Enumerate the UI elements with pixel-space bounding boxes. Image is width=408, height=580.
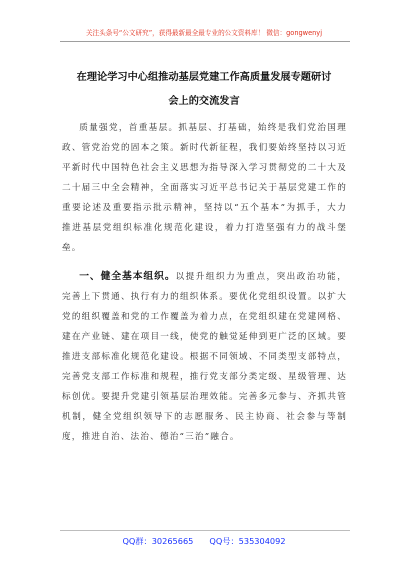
header-banner: 关注头条号“公文研究”，获得最新最全最专业的公文资料库！ 微信：gongwenyj (85, 29, 323, 37)
document-title-line-2: 会上的交流发言 (168, 96, 240, 107)
document-body (62, 118, 347, 447)
footer-qq-number: QQ号：535304092 (209, 536, 286, 546)
section-heading: 一、健全基本组织。 (79, 271, 176, 282)
footer-contact (0, 536, 408, 547)
paragraph-text: 质量强党，首重基层。抓基层、打基础，始终是我们党治国理政、管党治党的固本之策。新时代新征程，我们要始终坚持以习近平新时代中国特色社会主义思想为指导深入学习贯彻党的二十大及二十届三中全会精神，全面落实习近平总书记关于基层党建工作的重要论述及重要指示批示精神，坚持以“五个基本”为抓手，大力推进基层党组织标准化规范化建设，着力打造坚强有力的战斗堡垒。 (62, 123, 347, 253)
paragraph-section-1 (62, 267, 347, 447)
paragraph-intro (62, 118, 347, 258)
header-divider (60, 41, 350, 42)
footer-divider (60, 530, 350, 531)
footer-qq-group: QQ群：30265665 (122, 536, 194, 546)
paragraph-text: 以提升组织力为重点，突出政治功能，完善上下贯通、执行有力的组织体系。要优化党组织设置。以扩大党的组织覆盖和党的工作覆盖为着力点，在党组织建在党建网格、建在产业链、建在项目一线，使党的触觉延伸到更广泛的区域。要推进支部标准化规范化建设。根据不同领域、不同类型支部特点，完善党支部工作标准和规程，推行党支部分类定级、星级管理、达标创优。要提升党建引领基层治理效能。完善多元参与、齐抓共管机制，健全党组织领导下的志愿服务、民主协商、社会参与等制度，推进自治、法治、德治“三治”融合。 (62, 272, 347, 442)
document-title-line-1: 在理论学习中心组推动基层党建工作高质量发展专题研讨 (76, 72, 332, 83)
